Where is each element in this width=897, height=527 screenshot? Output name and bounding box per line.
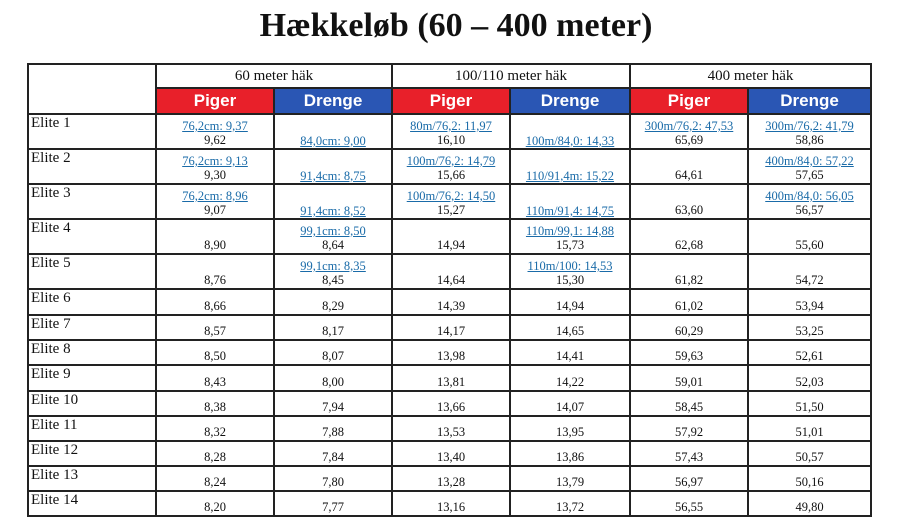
table-cell bbox=[274, 441, 392, 466]
cell-value: 7,84 bbox=[322, 450, 344, 464]
table-row bbox=[28, 289, 871, 315]
cell-value: 7,88 bbox=[322, 425, 344, 439]
cell-value: 13,81 bbox=[436, 375, 466, 389]
table-cell bbox=[748, 289, 871, 315]
cell-value: 13,66 bbox=[436, 400, 466, 414]
table-cell bbox=[748, 149, 871, 184]
table-cell bbox=[748, 184, 871, 219]
table-row bbox=[28, 391, 871, 416]
cell-value: 14,22 bbox=[555, 375, 585, 389]
record-link[interactable]: 76,2cm: 9,37 bbox=[182, 119, 248, 133]
cell-value: 57,65 bbox=[795, 168, 824, 182]
table-cell bbox=[630, 340, 748, 365]
table-cell bbox=[274, 149, 392, 184]
table-cell bbox=[510, 315, 630, 340]
table-cell bbox=[748, 391, 871, 416]
table-cell bbox=[510, 149, 630, 184]
table-cell bbox=[156, 315, 274, 340]
table-cell bbox=[630, 254, 748, 289]
cell-value: 15,73 bbox=[555, 238, 585, 252]
table-cell bbox=[392, 416, 510, 441]
gender-header-piger: Piger bbox=[156, 88, 274, 114]
corner-cell bbox=[28, 64, 156, 114]
event-header-400m: 400 meter häk bbox=[630, 64, 871, 88]
table-cell bbox=[748, 219, 871, 254]
table-cell bbox=[748, 340, 871, 365]
cell-value: 13,72 bbox=[555, 500, 585, 514]
gender-header-drenge: Drenge bbox=[748, 88, 871, 114]
cell-value: 14,94 bbox=[555, 299, 585, 313]
table-row bbox=[28, 315, 871, 340]
table-cell bbox=[274, 466, 392, 491]
cell-value: 8,64 bbox=[322, 238, 344, 252]
table-cell bbox=[392, 391, 510, 416]
table-cell bbox=[748, 114, 871, 149]
table-cell bbox=[510, 441, 630, 466]
table-cell bbox=[274, 491, 392, 516]
record-link[interactable]: 80m/76,2: 11,97 bbox=[410, 119, 492, 133]
row-label: Elite 1 bbox=[28, 114, 156, 149]
table-cell bbox=[392, 149, 510, 184]
table-cell bbox=[630, 391, 748, 416]
cell-value: 15,27 bbox=[436, 203, 466, 217]
cell-value: 8,43 bbox=[204, 375, 226, 389]
cell-value: 8,66 bbox=[204, 299, 226, 313]
record-link[interactable]: 100m/76,2: 14,79 bbox=[406, 154, 496, 168]
table-cell bbox=[630, 315, 748, 340]
table-cell bbox=[510, 114, 630, 149]
cell-value: 54,72 bbox=[795, 273, 824, 287]
table-cell bbox=[748, 254, 871, 289]
cell-value: 14,39 bbox=[436, 299, 466, 313]
record-link[interactable]: 300m/76,2: 41,79 bbox=[765, 119, 854, 133]
table-cell bbox=[274, 114, 392, 149]
table-cell bbox=[392, 340, 510, 365]
table-cell bbox=[392, 184, 510, 219]
table-cell bbox=[392, 441, 510, 466]
cell-value: 58,45 bbox=[674, 400, 704, 414]
cell-value: 14,07 bbox=[555, 400, 585, 414]
table-cell bbox=[274, 416, 392, 441]
table-cell bbox=[274, 219, 392, 254]
table-row bbox=[28, 340, 871, 365]
table-cell bbox=[748, 466, 871, 491]
table-body bbox=[28, 114, 871, 516]
table-row bbox=[28, 149, 871, 184]
table-cell bbox=[630, 466, 748, 491]
table-row bbox=[28, 254, 871, 289]
table-cell bbox=[510, 416, 630, 441]
table-cell bbox=[392, 219, 510, 254]
cell-value: 57,92 bbox=[674, 425, 704, 439]
cell-value: 14,41 bbox=[555, 349, 585, 363]
gender-header-drenge: Drenge bbox=[510, 88, 630, 114]
cell-value: 55,60 bbox=[795, 238, 824, 252]
cell-value: 8,20 bbox=[204, 500, 226, 514]
table-cell bbox=[630, 491, 748, 516]
row-label: Elite 11 bbox=[28, 416, 156, 441]
cell-value: 62,68 bbox=[674, 238, 704, 252]
table-cell bbox=[274, 391, 392, 416]
table-cell bbox=[156, 114, 274, 149]
row-label: Elite 10 bbox=[28, 391, 156, 416]
table-cell bbox=[630, 416, 748, 441]
record-link[interactable]: 300m/76,2: 47,53 bbox=[644, 119, 734, 133]
cell-value: 52,61 bbox=[795, 349, 824, 363]
record-link[interactable]: 110/91,4m: 15,22 bbox=[525, 169, 615, 183]
record-link[interactable]: 100m/76,2: 14,50 bbox=[406, 189, 496, 203]
table-cell bbox=[392, 365, 510, 391]
row-label: Elite 8 bbox=[28, 340, 156, 365]
cell-value: 13,16 bbox=[436, 500, 466, 514]
table-row bbox=[28, 184, 871, 219]
row-label: Elite 3 bbox=[28, 184, 156, 219]
table-row bbox=[28, 114, 871, 149]
table-cell bbox=[748, 365, 871, 391]
cell-value: 8,76 bbox=[204, 273, 226, 287]
cell-value: 13,79 bbox=[555, 475, 585, 489]
table-cell bbox=[156, 441, 274, 466]
gender-header-piger: Piger bbox=[392, 88, 510, 114]
table-cell bbox=[156, 391, 274, 416]
table-cell bbox=[274, 184, 392, 219]
table-cell bbox=[510, 391, 630, 416]
table-cell bbox=[510, 340, 630, 365]
table-cell bbox=[274, 365, 392, 391]
table-cell bbox=[392, 254, 510, 289]
table-cell bbox=[392, 289, 510, 315]
cell-value: 63,60 bbox=[674, 203, 704, 217]
table-row bbox=[28, 219, 871, 254]
table-cell bbox=[156, 184, 274, 219]
cell-value: 13,95 bbox=[555, 425, 585, 439]
cell-value: 8,32 bbox=[204, 425, 226, 439]
cell-value: 8,57 bbox=[204, 324, 226, 338]
table-cell bbox=[510, 254, 630, 289]
cell-value: 14,94 bbox=[436, 238, 466, 252]
cell-value: 14,17 bbox=[436, 324, 466, 338]
hurdles-table bbox=[27, 63, 872, 517]
record-link[interactable]: 84,0cm: 9,00 bbox=[300, 134, 366, 148]
table-row bbox=[28, 441, 871, 466]
row-label: Elite 9 bbox=[28, 365, 156, 391]
table-cell bbox=[392, 114, 510, 149]
cell-value: 59,63 bbox=[674, 349, 704, 363]
table-cell bbox=[510, 219, 630, 254]
row-label: Elite 4 bbox=[28, 219, 156, 254]
cell-value: 58,86 bbox=[795, 133, 824, 147]
cell-value: 60,29 bbox=[674, 324, 704, 338]
cell-value: 9,30 bbox=[204, 168, 226, 182]
cell-value: 7,77 bbox=[322, 500, 344, 514]
cell-value: 8,07 bbox=[322, 349, 344, 363]
record-link[interactable]: 76,2cm: 8,96 bbox=[182, 189, 248, 203]
table-cell bbox=[156, 466, 274, 491]
table-wrapper bbox=[27, 63, 872, 517]
table-cell bbox=[392, 315, 510, 340]
cell-value: 8,90 bbox=[204, 238, 226, 252]
table-row bbox=[28, 416, 871, 441]
cell-value: 7,80 bbox=[322, 475, 344, 489]
row-label: Elite 7 bbox=[28, 315, 156, 340]
record-link[interactable]: 100m/84,0: 14,33 bbox=[525, 134, 615, 148]
cell-value: 53,94 bbox=[795, 299, 824, 313]
table-cell bbox=[274, 315, 392, 340]
cell-value: 13,86 bbox=[555, 450, 585, 464]
cell-value: 14,65 bbox=[555, 324, 585, 338]
cell-value: 51,50 bbox=[795, 400, 824, 414]
table-cell bbox=[510, 289, 630, 315]
table-cell bbox=[274, 254, 392, 289]
cell-value: 61,82 bbox=[674, 273, 704, 287]
cell-value: 51,01 bbox=[795, 425, 824, 439]
cell-value: 8,29 bbox=[322, 299, 344, 313]
record-link[interactable]: 400m/84,0: 57,22 bbox=[765, 154, 854, 168]
cell-value: 8,45 bbox=[322, 273, 344, 287]
cell-value: 8,00 bbox=[322, 375, 344, 389]
table-cell bbox=[156, 254, 274, 289]
cell-value: 8,38 bbox=[204, 400, 226, 414]
table-cell bbox=[630, 289, 748, 315]
table-cell bbox=[510, 466, 630, 491]
cell-value: 14,64 bbox=[436, 273, 466, 287]
record-link[interactable]: 91,4cm: 8,52 bbox=[300, 204, 366, 218]
table-cell bbox=[392, 491, 510, 516]
row-label: Elite 13 bbox=[28, 466, 156, 491]
record-link[interactable]: 110m/99,1: 14,88 bbox=[525, 224, 615, 238]
cell-value: 15,66 bbox=[436, 168, 466, 182]
table-row bbox=[28, 491, 871, 516]
cell-value: 8,24 bbox=[204, 475, 226, 489]
table-cell bbox=[156, 219, 274, 254]
table-cell bbox=[156, 416, 274, 441]
table-cell bbox=[510, 491, 630, 516]
event-header-60m: 60 meter häk bbox=[156, 64, 392, 88]
table-row bbox=[28, 365, 871, 391]
record-link[interactable]: 99,1cm: 8,50 bbox=[300, 224, 366, 238]
table-cell bbox=[630, 441, 748, 466]
event-header-row bbox=[28, 64, 871, 88]
cell-value: 9,07 bbox=[204, 203, 226, 217]
table-cell bbox=[156, 340, 274, 365]
table-cell bbox=[156, 149, 274, 184]
cell-value: 15,30 bbox=[555, 273, 585, 287]
row-label: Elite 6 bbox=[28, 289, 156, 315]
table-cell bbox=[510, 184, 630, 219]
cell-value: 8,17 bbox=[322, 324, 344, 338]
cell-value: 56,97 bbox=[674, 475, 704, 489]
table-cell bbox=[156, 491, 274, 516]
cell-value: 9,62 bbox=[204, 133, 226, 147]
cell-value: 13,98 bbox=[436, 349, 466, 363]
table-cell bbox=[748, 441, 871, 466]
table-cell bbox=[156, 365, 274, 391]
gender-header-piger: Piger bbox=[630, 88, 748, 114]
table-cell bbox=[156, 289, 274, 315]
cell-value: 8,50 bbox=[204, 349, 226, 363]
cell-value: 52,03 bbox=[795, 375, 824, 389]
cell-value: 16,10 bbox=[436, 133, 466, 147]
cell-value: 56,55 bbox=[674, 500, 704, 514]
cell-value: 56,57 bbox=[795, 203, 824, 217]
cell-value: 8,28 bbox=[204, 450, 226, 464]
row-label: Elite 14 bbox=[28, 491, 156, 516]
cell-value: 64,61 bbox=[674, 168, 704, 182]
record-link[interactable]: 91,4cm: 8,75 bbox=[300, 169, 366, 183]
cell-value: 61,02 bbox=[674, 299, 704, 313]
event-header-100-110m: 100/110 meter häk bbox=[392, 64, 630, 88]
table-cell bbox=[274, 289, 392, 315]
page-title: Hækkeløb (60 – 400 meter) bbox=[259, 7, 653, 44]
cell-value: 57,43 bbox=[674, 450, 704, 464]
gender-header-drenge: Drenge bbox=[274, 88, 392, 114]
cell-value: 49,80 bbox=[795, 500, 824, 514]
cell-value: 7,94 bbox=[322, 400, 344, 414]
table-cell bbox=[630, 149, 748, 184]
record-link[interactable]: 110m/100: 14,53 bbox=[527, 259, 613, 273]
cell-value: 13,40 bbox=[436, 450, 466, 464]
table-cell bbox=[392, 466, 510, 491]
table-cell bbox=[748, 416, 871, 441]
cell-value: 50,57 bbox=[795, 450, 824, 464]
table-cell bbox=[630, 219, 748, 254]
cell-value: 59,01 bbox=[674, 375, 704, 389]
row-label: Elite 12 bbox=[28, 441, 156, 466]
cell-value: 53,25 bbox=[795, 324, 824, 338]
table-cell bbox=[630, 114, 748, 149]
cell-value: 50,16 bbox=[795, 475, 824, 489]
row-label: Elite 2 bbox=[28, 149, 156, 184]
table-cell bbox=[630, 365, 748, 391]
record-link[interactable]: 400m/84,0: 56,05 bbox=[765, 189, 854, 203]
record-link[interactable]: 99,1cm: 8,35 bbox=[300, 259, 366, 273]
cell-value: 13,28 bbox=[436, 475, 466, 489]
table-cell bbox=[630, 184, 748, 219]
table-row bbox=[28, 466, 871, 491]
table-cell bbox=[748, 315, 871, 340]
cell-value: 65,69 bbox=[674, 133, 704, 147]
table-cell bbox=[510, 365, 630, 391]
record-link[interactable]: 76,2cm: 9,13 bbox=[182, 154, 248, 168]
row-label: Elite 5 bbox=[28, 254, 156, 289]
record-link[interactable]: 110m/91,4: 14,75 bbox=[525, 204, 615, 218]
cell-value: 13,53 bbox=[436, 425, 466, 439]
table-cell bbox=[274, 340, 392, 365]
table-cell bbox=[748, 491, 871, 516]
